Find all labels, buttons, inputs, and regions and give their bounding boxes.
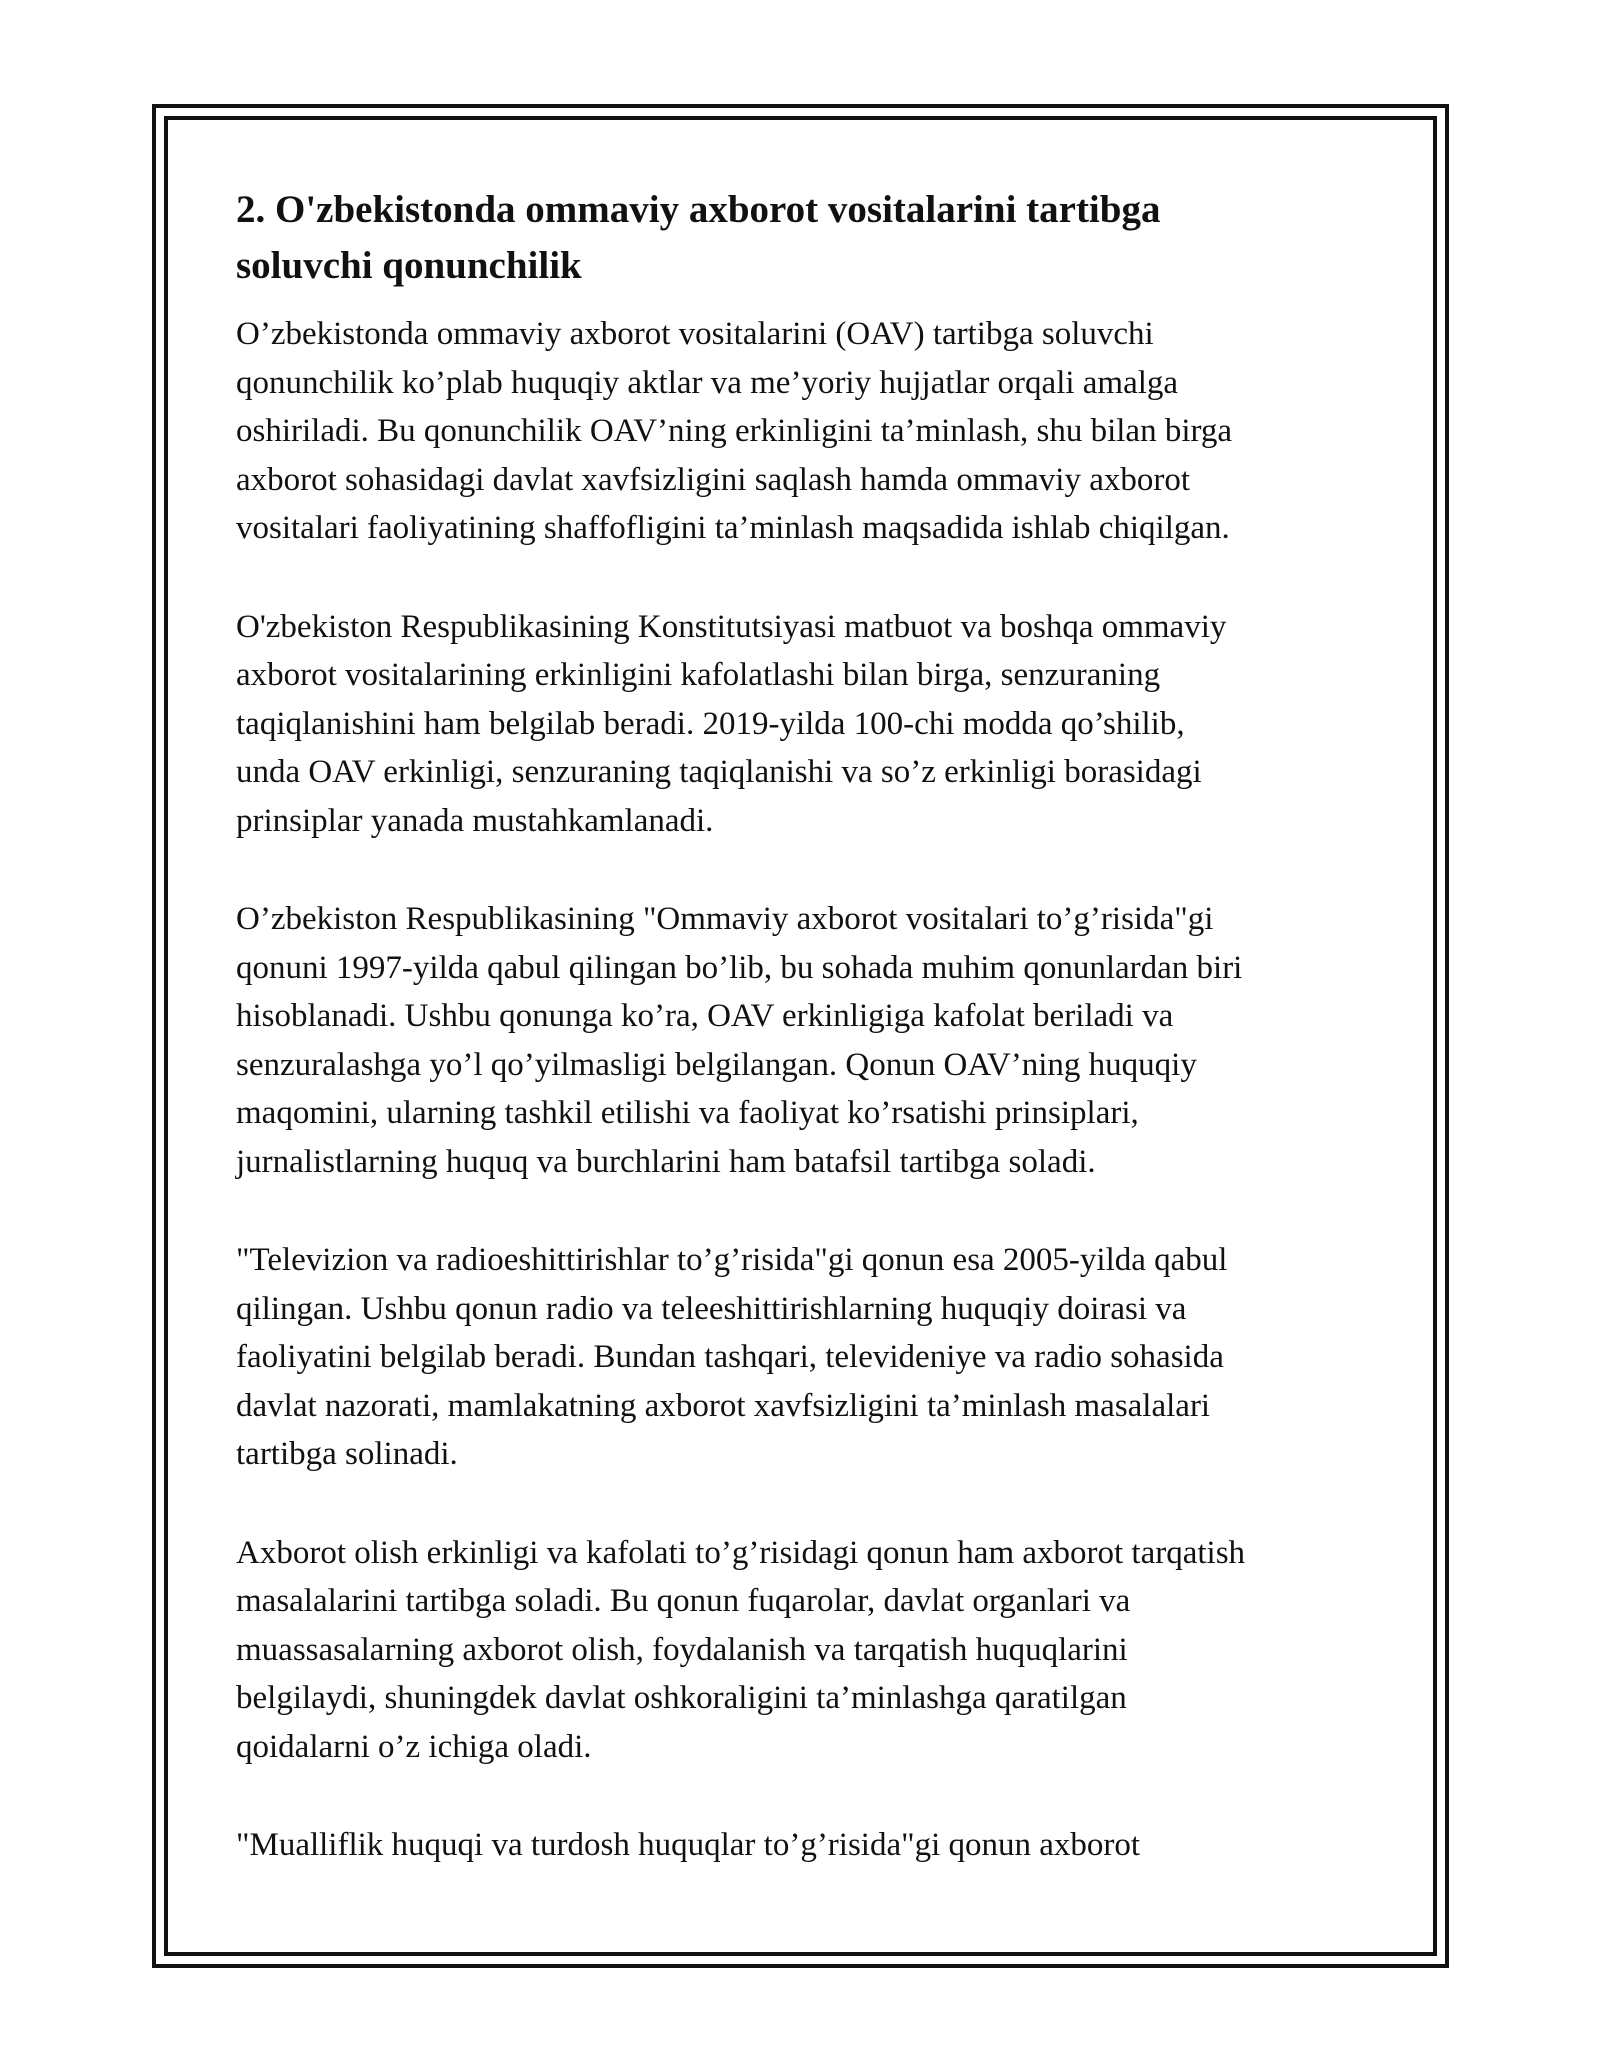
paragraph-intro [236, 310, 1376, 553]
text-line: axborot vositalarining erkinligini kafolatlashi bilan birga, senzuraning [236, 657, 1161, 693]
text-line: faoliyatini belgilab beradi. Bundan tashqari, televideniye va radio sohasida [236, 1339, 1224, 1375]
text-line: muassasalarning axborot olish, foydalanish va tarqatish huquqlarini [236, 1631, 1128, 1668]
text-line: prinsiplar yanada mustahkamlanadi. [236, 802, 714, 839]
text-line: O’zbekiston Respublikasining "Ommaviy axborot vositalari to’g’risida"gi [236, 901, 1214, 937]
text-line: hisoblanadi. Ushbu qonunga ko’ra, OAV erkinligiga kafolat beriladi va [236, 998, 1174, 1034]
text-line: maqomini, ularning tashkil etilishi va faoliyat ko’rsatishi prinsiplari, [236, 1095, 1139, 1131]
text-line: Axborot olish erkinligi va kafolati to’g’risidagi qonun ham axborot tarqatish [236, 1534, 1246, 1571]
text-line: davlat nazorati, mamlakatning axborot xavfsizligini ta’minlash masalalari [236, 1387, 1211, 1424]
paragraph-media-law [236, 895, 1376, 1186]
text-line: oshiriladi. Bu qonunchilik OAV’ning erkinligini ta’minlash, shu bilan birga [236, 413, 1233, 449]
text-line: "Mualliflik huquqi va turdosh huquqlar to’g’risida"gi qonun axborot [236, 1827, 1141, 1863]
section-heading [236, 182, 1376, 294]
text-line: "Televizion va radioeshittirishlar to’g’risida"gi qonun esa 2005-yilda qabul [236, 1242, 1228, 1278]
document-body [236, 182, 1376, 1870]
text-line: qonuni 1997-yilda qabul qilingan bo’lib, bu sohada muhim qonunlardan biri [236, 949, 1243, 986]
text-line: qonunchilik ko’plab huquqiy aktlar va me’yoriy hujjatlar orqali amalga [236, 364, 1179, 401]
text-line: senzuralashga yo’l qo’yilmasligi belgilangan. Qonun OAV’ning huquqiy [236, 1046, 1197, 1083]
text-line: qoidalarni o’z ichiga oladi. [236, 1728, 592, 1765]
text-line: taqiqlanishini ham belgilab beradi. 2019-yilda 100-chi modda qo’shilib, [236, 705, 1185, 742]
section-heading-line: 2. O'zbekistonda ommaviy axborot vositalarini tartibga [236, 188, 1161, 231]
paragraph-information-law [236, 1529, 1376, 1772]
text-line: O'zbekiston Respublikasining Konstitutsiyasi matbuot va boshqa ommaviy [236, 608, 1227, 645]
text-line: axborot sohasidagi davlat xavfsizligini saqlash hamda ommaviy axborot [236, 461, 1191, 498]
paragraph-broadcasting-law [236, 1236, 1376, 1479]
section-heading-line: soluvchi qonunchilik [236, 244, 582, 287]
paragraph-constitution [236, 603, 1376, 846]
text-line: unda OAV erkinligi, senzuraning taqiqlanishi va so’z erkinligi borasidagi [236, 754, 1202, 790]
text-line: belgilaydi, shuningdek davlat oshkoraligini ta’minlashga qaratilgan [236, 1680, 1127, 1716]
text-line: vositalari faoliyatining shaffofligini ta’minlash maqsadida ishlab chiqilgan. [236, 510, 1230, 546]
text-line: masalalarini tartibga soladi. Bu qonun fuqarolar, davlat organlari va [236, 1583, 1131, 1619]
text-line: tartibga solinadi. [236, 1436, 458, 1472]
text-line: jurnalistlarning huquq va burchlarini ham batafsil tartibga soladi. [236, 1143, 1096, 1180]
paragraph-copyright-law [236, 1821, 1376, 1870]
text-line: O’zbekistonda ommaviy axborot vositalarini (OAV) tartibga soluvchi [236, 316, 1154, 352]
text-line: qilingan. Ushbu qonun radio va teleeshittirishlarning huquqiy doirasi va [236, 1290, 1187, 1327]
